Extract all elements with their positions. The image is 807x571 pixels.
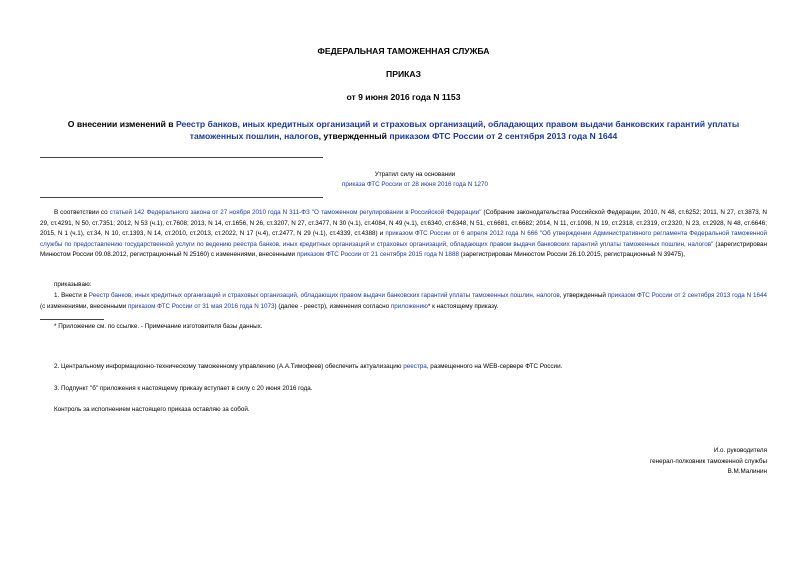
order-1888-link[interactable]: приказом ФТС России от 21 сентября 2015 года N 1888 [296,251,459,258]
item-1-text: 1. Внести в [54,292,89,299]
status-note [300,170,530,190]
divider [40,197,323,198]
item-1-text: , утвержденный [559,292,608,299]
signature-name: В.М.Малинин [727,468,767,475]
item-3-paragraph: 3. Подпункт "б" приложения к настоящему приказу вступает в силу с 20 июня 2016 года. [54,385,313,392]
title-order-link[interactable]: приказом ФТС России от 2 сентября 2013 года N 1644 [389,130,618,141]
signature-block [567,446,767,478]
item-1-text: * к настоящему приказу. [427,302,499,310]
item-2-text: 2. Центральному информационно-техническому таможенному управлению (А.А.Тимофеев) обеспечить актуализацию [54,363,404,370]
order-word: приказываю: [54,281,92,288]
title-prefix: О внесении изменений в [67,119,176,129]
signature-rank: генерал-полковник таможенной службы [649,457,767,465]
control-paragraph: Контроль за исполнением настоящего приказа оставляю за собой. [54,406,250,413]
law-link[interactable]: статьей 142 Федерального закона от 27 ноября 2010 года N 311-ФЗ "О таможенном регулировании в Российской Федерации" [109,209,482,216]
divider [40,157,323,158]
agency-heading: ФЕДЕРАЛЬНАЯ ТАМОЖЕННАЯ СЛУЖБА [317,46,490,56]
item-1-text: ) (далее - реестр), изменения согласно [274,302,391,310]
item-1-registry-link[interactable]: Реестр банков, иных кредитных организаций и страховых организаций, обладающих правом выдачи банковских гарантий уплаты таможенных пошлин, налогов [88,292,560,299]
doc-type-heading: ПРИКАЗ [386,69,421,79]
document-title [40,119,767,142]
title-middle: , утвержденный [318,130,390,141]
order-666-link[interactable]: приказом ФТС России от 6 апреля 2012 года N 666 "Об утверждении Административного регламента Федеральной таможенной службы по предоставлению государственной услуги по ведению реестра банков, иных кредитных организаций и страховых организаций, обладающих правом выдачи банковских гарантий уплаты таможенных пошлин, налогов" [40,230,767,248]
preamble-paragraph [40,208,767,261]
status-note-text: Утратил силу на основании [374,171,456,178]
footnote-divider [40,319,104,320]
item-1-text: (с изменениями, внесенными [40,302,129,310]
footnote: * Приложение см. по ссылке. - Примечание изготовителя базы данных. [54,323,263,330]
item-2-paragraph [54,362,767,373]
preamble-text: В соответствии со [54,209,110,216]
item-1-order-1073-link[interactable]: приказом ФТС России от 31 мая 2016 года N 1073 [128,302,275,310]
item-1-appendix-link[interactable]: приложению [390,302,428,310]
status-note-link[interactable]: приказа ФТС России от 28 июня 2016 года N 1270 [341,181,489,188]
date-number-heading: от 9 июня 2016 года N 1153 [346,92,461,102]
item-2-registry-link[interactable]: реестра [403,363,427,370]
preamble-text: (зарегистрирован Минюстом России 09.08.2012, регистрационный N 25160) с изменениями, внесенными [40,240,767,258]
preamble-text: (зарегистрирован Минюстом России 26.10.2015, регистрационный N 39475), [458,251,685,258]
item-1-paragraph [40,291,767,312]
signature-position: И.о. руководителя [713,447,767,454]
item-2-text: , размещенного на WEB-сервере ФТС России. [426,363,563,370]
item-1-order-1644-link[interactable]: приказом ФТС России от 2 сентября 2013 года N 1644 [607,292,767,299]
title-registry-link[interactable]: Реестр банков, иных кредитных организаций и страховых организаций, обладающих правом выдачи банковских гарантий уплаты таможенных пошлин, налогов [175,119,740,141]
preamble-text: (Собрание законодательства Российской Федерации, 2010, N 48, ст.6252; 2011, N 27, ст.3873, N 29, ст.4291, N 50, ст.7351; 2012, N 53 (ч.1), ст.7608; 2013, N 14, ст.1656, N 26, ст.3207, N 27, ст.3477, N 30 (ч.1), ст.4084, N 49 (ч.1), ст.6340, ст.6348, N 51, ст.6681, ст.6682; 2014, N 11, ст.1098, N 19, ст.2318, ст.2319, ст.2320, N 23, ст.2928, N 48, ст.6646; 2015, N 1 (ч.1), ст.34, N 10, ст.1393, N 14, ст.2010, ст.2013, ст.2022, N 17 (ч.4), ст.2477, N 29 (ч.1), ст.4339, ст.4388) и [40,209,767,237]
